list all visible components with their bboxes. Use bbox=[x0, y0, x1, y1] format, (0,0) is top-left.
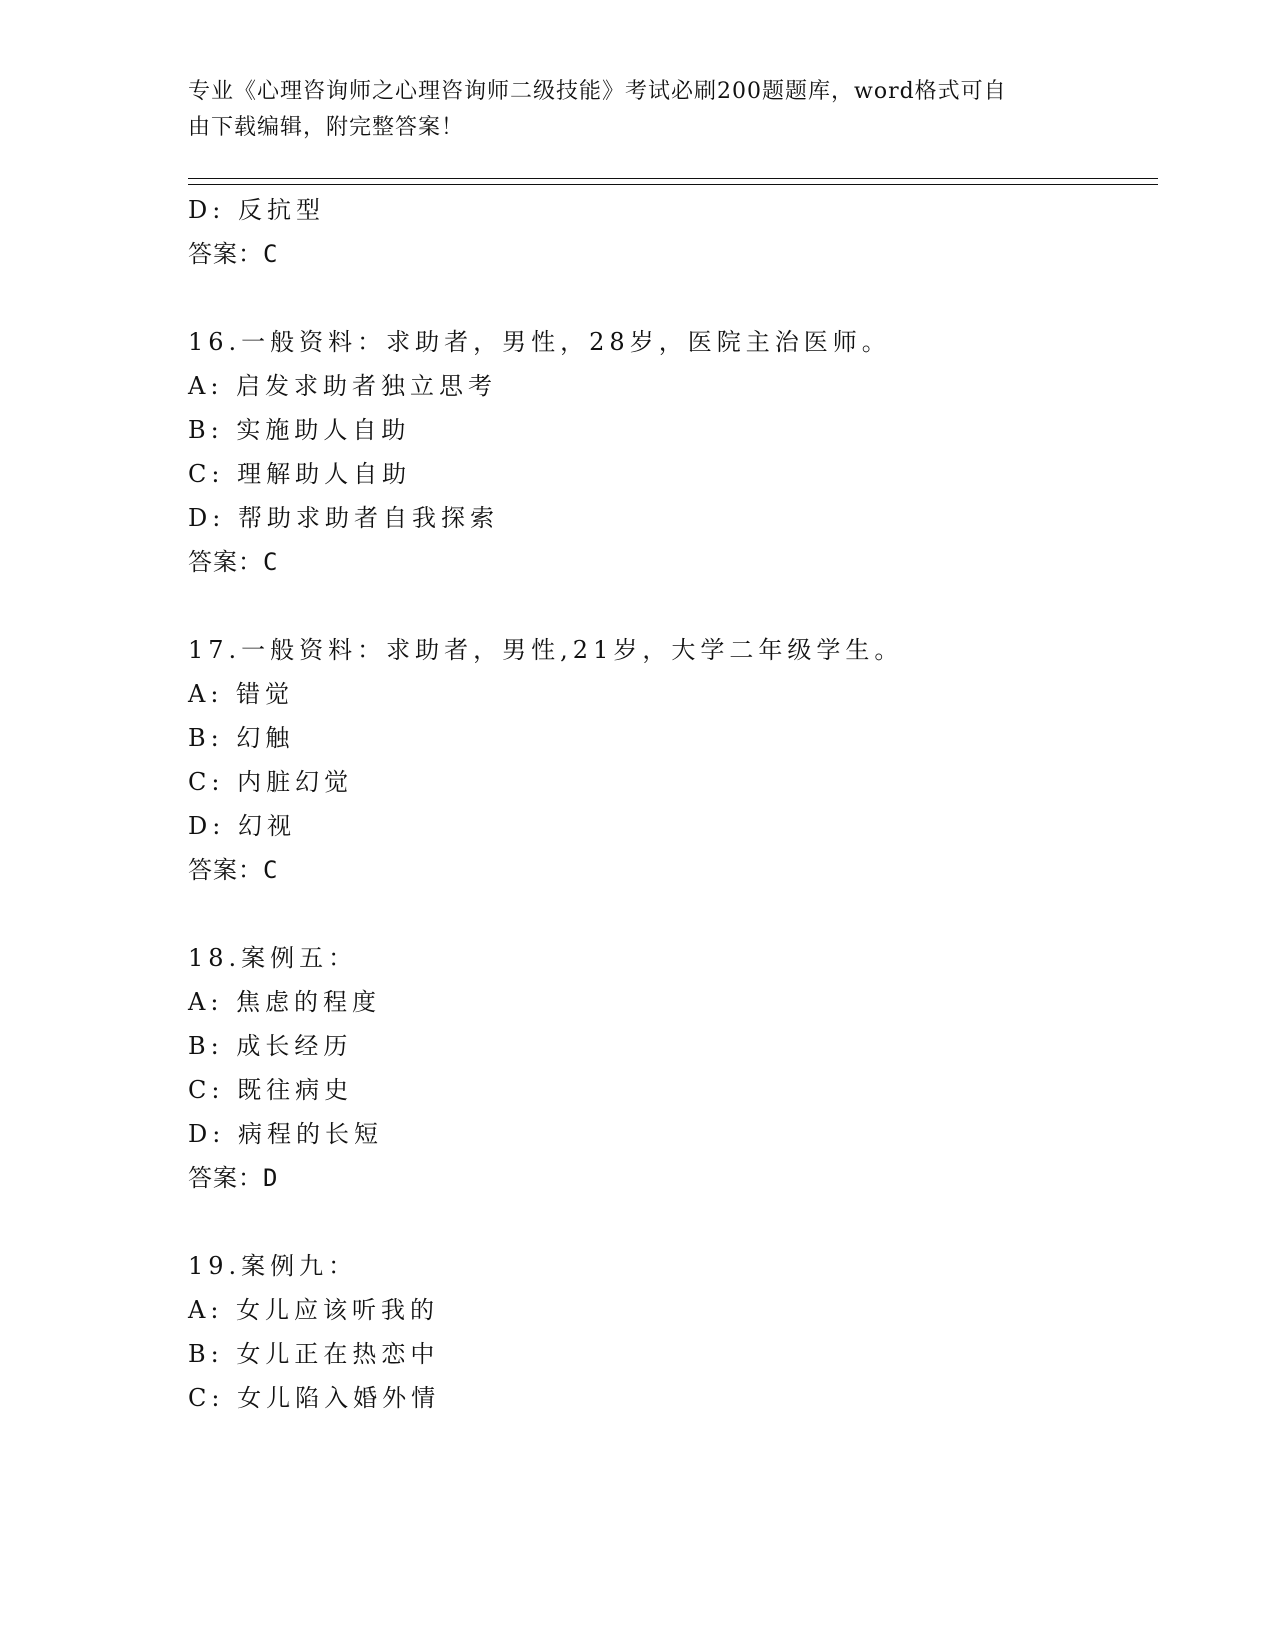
answer-value: C bbox=[263, 856, 279, 884]
q18-option-b: B: 成长经历 bbox=[188, 1032, 353, 1060]
header-divider-bottom bbox=[188, 184, 1158, 185]
q19-option-a: A: 女儿应该听我的 bbox=[188, 1296, 440, 1324]
q17-option-b: B: 幻触 bbox=[188, 724, 295, 752]
header-line-2: 由下载编辑，附完整答案！ bbox=[188, 115, 465, 140]
answer-label: 答案： bbox=[188, 240, 263, 268]
answer-value: D bbox=[263, 1164, 279, 1192]
q16-stem: 16.一般资料：求助者，男性，28岁，医院主治医师。 bbox=[188, 328, 891, 356]
header-divider-top bbox=[188, 178, 1158, 179]
q16-option-c: C: 理解助人自助 bbox=[188, 460, 412, 488]
q16-option-d: D: 帮助求助者自我探索 bbox=[188, 504, 499, 532]
q17-answer bbox=[188, 854, 278, 886]
q18-option-a: A: 焦虑的程度 bbox=[188, 988, 382, 1016]
q18-stem: 18.案例五： bbox=[188, 944, 358, 972]
q15-answer bbox=[188, 238, 278, 270]
q17-stem: 17.一般资料：求助者，男性,21岁，大学二年级学生。 bbox=[188, 636, 904, 664]
document-header bbox=[188, 74, 1068, 146]
q16-answer bbox=[188, 546, 278, 578]
q16-option-b: B: 实施助人自助 bbox=[188, 416, 411, 444]
q19-option-c: C: 女儿陷入婚外情 bbox=[188, 1384, 441, 1412]
answer-label: 答案： bbox=[188, 548, 263, 576]
answer-value: C bbox=[263, 240, 279, 268]
q17-option-d: D: 幻视 bbox=[188, 812, 296, 840]
q18-option-d: D: 病程的长短 bbox=[188, 1120, 383, 1148]
header-line-1: 专业《心理咨询师之心理咨询师二级技能》考试必刷200题题库，word格式可自 bbox=[188, 79, 1007, 104]
q18-option-c: C: 既往病史 bbox=[188, 1076, 354, 1104]
q15-option-d: D: 反抗型 bbox=[188, 196, 325, 224]
q17-option-c: C: 内脏幻觉 bbox=[188, 768, 354, 796]
q18-answer bbox=[188, 1162, 278, 1194]
q16-option-a: A: 启发求助者独立思考 bbox=[188, 372, 498, 400]
answer-value: C bbox=[263, 548, 279, 576]
answer-label: 答案： bbox=[188, 1164, 263, 1192]
q19-option-b: B: 女儿正在热恋中 bbox=[188, 1340, 440, 1368]
q19-stem: 19.案例九： bbox=[188, 1252, 358, 1280]
q17-option-a: A: 错觉 bbox=[188, 680, 295, 708]
answer-label: 答案： bbox=[188, 856, 263, 884]
